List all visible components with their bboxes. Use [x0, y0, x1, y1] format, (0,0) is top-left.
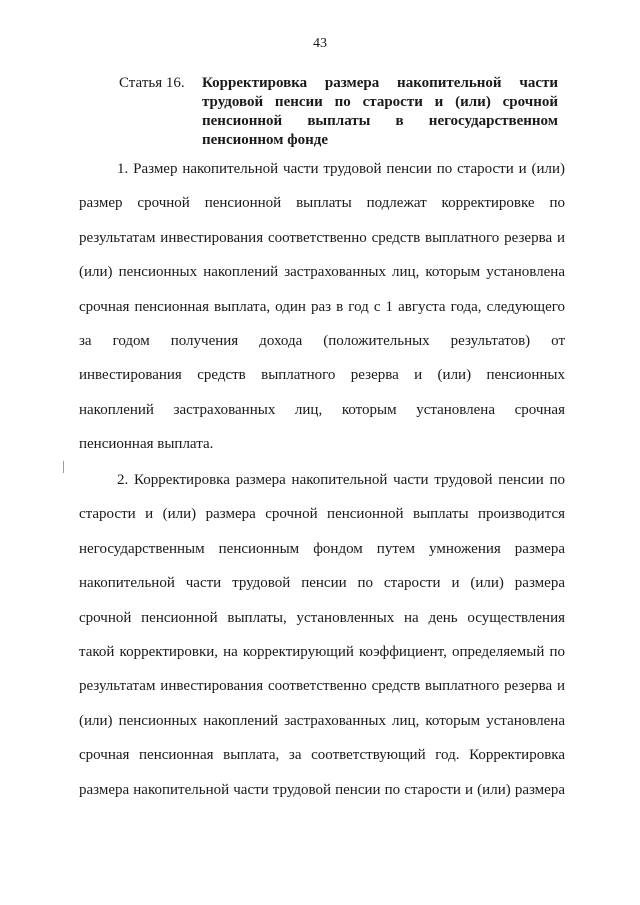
text-line: такой корректировки, на корректирующий коэффициент, определяемый по [79, 643, 565, 660]
text-line: за годом получения дохода (положительных результатов) от [79, 332, 565, 349]
article-title-line: трудовой пенсии по старости и (или) срочной [202, 94, 558, 110]
text-line: 1. Размер накопительной части трудовой пенсии по старости и (или) [117, 161, 565, 177]
article-heading [119, 74, 564, 150]
text-line: срочная пенсионная выплата, за соответствующий год. Корректировка [79, 747, 565, 764]
text-line: результатам инвестирования соответственно средств выплатного резерва и [79, 229, 565, 246]
article-title [202, 74, 558, 150]
paragraph-1 [79, 161, 565, 471]
text-line: (или) пенсионных накоплений застрахованных лиц, которым установлена [79, 264, 565, 281]
article-title-line: пенсионном фонде [202, 132, 328, 148]
text-line: старости и (или) размера срочной пенсионной выплаты производится [79, 506, 565, 523]
text-line: накопительной части трудовой пенсии по старости и (или) размера [79, 575, 565, 592]
text-line: накоплений застрахованных лиц, которым установлена срочная [79, 401, 565, 418]
text-line: пенсионная выплата. [79, 436, 214, 453]
text-line: инвестирования средств выплатного резерва и (или) пенсионных [79, 367, 565, 384]
text-line: срочная пенсионная выплата, один раз в год с 1 августа года, следующего [79, 298, 565, 315]
text-line: срочной пенсионной выплаты, установленных на день осуществления [79, 609, 565, 626]
paragraph-2 [79, 472, 565, 816]
margin-mark [63, 461, 64, 473]
text-line: 2. Корректировка размера накопительной части трудовой пенсии по [117, 472, 565, 488]
text-line: (или) пенсионных накоплений застрахованных лиц, которым установлена [79, 712, 565, 729]
article-title-line: Корректировка размера накопительной части [202, 75, 558, 91]
page-number: 43 [313, 36, 327, 51]
text-line: негосударственным пенсионным фондом путем умножения размера [79, 540, 565, 557]
article-label: Статья 16. [119, 75, 185, 91]
text-line: размера накопительной части трудовой пенсии по старости и (или) размера [79, 781, 565, 798]
text-line: размер срочной пенсионной выплаты подлежат корректировке по [79, 195, 565, 212]
text-line: результатам инвестирования соответственно средств выплатного резерва и [79, 678, 565, 695]
article-title-line: пенсионной выплаты в негосударственном [202, 113, 558, 129]
